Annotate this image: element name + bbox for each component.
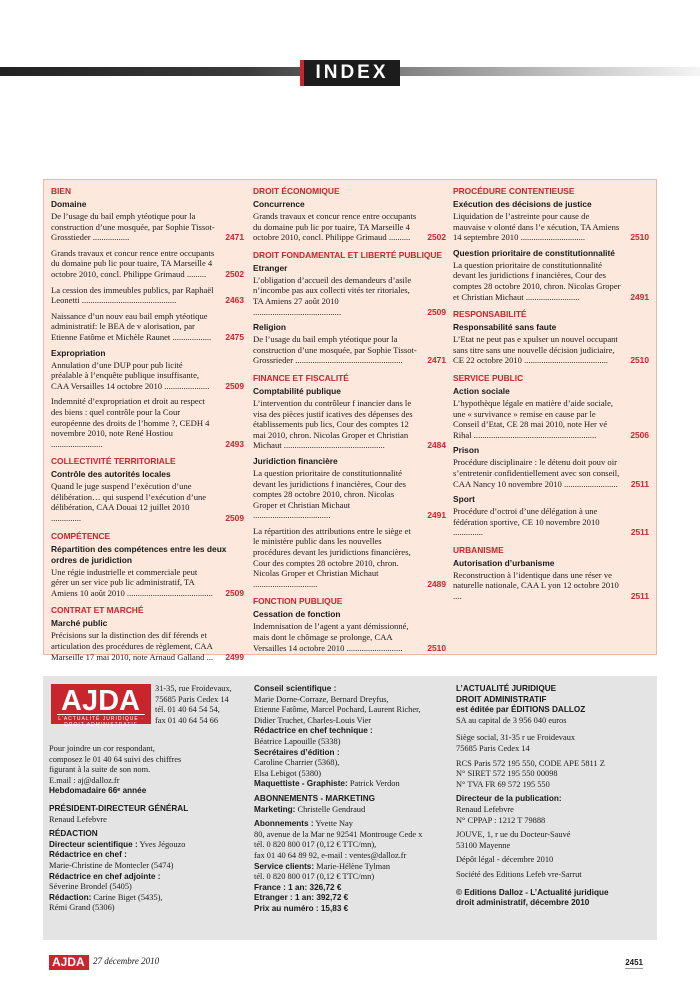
index-column-1 bbox=[51, 186, 244, 667]
publisher-legal: L’ACTUALITÉ JURIDIQUE DROIT ADMINISTRATIF est éditée par ÉDITIONS DALLOZ SA au capital de 3 956 040 euros Siège social, 31-35 r ue Froidevaux 75685 Paris Cedex 14 RCS Paris 572 195 550, CODE APE 5811 Z N° SIRET 572 195 550 00098 N° TVA FR 69 572 195 550 Directeur de la publication: Renaud Lefebvre N° CPPAP : 1212 T 79888 JOUVE, 1, r ue du Docteur-Sauvé 53100 Mayenne Dépôt légal - décembre 2010 Société des Editions Lefeb vre-Sarrut © Editions Dalloz - L’Actualité juridique droit administratif, décembre 2010 bbox=[456, 684, 609, 908]
page-ref[interactable]: 2509 bbox=[225, 587, 244, 598]
index-entry: Reconstruction à l’identique dans une réser ve naturelle nationale, CAA L yon 12 octobre 2010 .... 2511 bbox=[453, 569, 649, 602]
page-ref[interactable]: 2509 bbox=[427, 306, 446, 317]
page-number: 2451 bbox=[625, 958, 643, 967]
section-heading: DROIT ÉCONOMIQUE bbox=[253, 186, 340, 196]
section-heading: COMPÉTENCE bbox=[51, 530, 111, 541]
subsection-heading: Exécution des décisions de justice bbox=[453, 199, 592, 209]
subsection-heading: Autorisation d’urbanisme bbox=[453, 557, 555, 568]
section-heading: SERVICE PUBLIC bbox=[453, 372, 524, 383]
scientific-council: Conseil scientifique : Marie Dorne-Corraze, Bernard Dreyfus, Etienne Fatôme, Marcel Pochard, Laurent Richer, Didier Truchet, Charles-Louis Vier Rédactrice en chef technique : Béatrice Lapouille (5338) Secrétaires d’édition : Caroline Charrier (5368), Elsa Lebigot (5380) Maquettiste - Graphiste: Patrick Verdon ABONNEMENTS - MARKETING Marketing: Christelle Gendraud Abonnements : Yvette Nay 80, avenue de la Mar ne 92541 Montrouge Cede x tél. 0 820 800 017 (0,12 € TTC/mn), fax 01 40 64 89 92, e-mail : ventes@dalloz.fr Service clients: Marie-Hélène Tylman tél. 0 820 800 017 (0,12 € TTC/mn) France : 1 an: 326,72 € Etranger : 1 an: 392,72 € Prix au numéro : 15,83 € bbox=[254, 684, 423, 913]
section-heading: DROIT FONDAMENTAL ET LIBERTÉ PUBLIQUE bbox=[253, 249, 443, 260]
subsection-heading: Répartition des compétences entre les deux ordres de juridiction bbox=[51, 543, 227, 565]
index-panel bbox=[43, 179, 657, 662]
index-entry: L’intervention du contrôleur f inancier dans le visa des pièces justif icatives des dépenses des établissements pub lics, Cour des comptes 12 mai 2010, chron. Nicolas Groper et Christian Michaut ............................................... 2484 bbox=[253, 397, 446, 451]
subsection-heading: Contrôle des autorités locales bbox=[51, 469, 171, 480]
index-entry: Procédure d’octroi d’une délégation à une fédération sportive, CE 10 novembre 2010 .............. 2511 bbox=[453, 506, 649, 538]
subsection-heading: Prison bbox=[453, 445, 480, 456]
index-column-2 bbox=[253, 186, 446, 658]
index-entry: Indemnité d’expropriation et droit au respect des biens : quel contrôle pour la Cour européenne des droits de l’homme ?, CEDH 4 novembre 2010, note René Hostiou ........................ 2493 bbox=[51, 396, 244, 449]
index-column-3 bbox=[453, 186, 649, 607]
index-entry: De l’usage du bail emph ytéotique pour la construction d’une mosquée, par Sophie Tissot-Grosstieder ................. 2471 bbox=[51, 211, 244, 243]
page-footer bbox=[43, 950, 657, 974]
page-ref[interactable]: 2510 bbox=[630, 355, 649, 366]
page-ref[interactable]: 2471 bbox=[225, 232, 244, 243]
index-entry: Précisions sur la distinction des dif férends et articulation des procédures de règlement, CAA Marseille 17 mai 2010, note Arnaud Galland ... 2499 bbox=[51, 630, 244, 662]
page-ref[interactable]: 2511 bbox=[630, 478, 649, 489]
index-entry: La cession des immeubles publics, par Raphaël Leonetti ............................................ 2463 bbox=[51, 284, 244, 306]
index-entry: L’hypothèque légale en matière d’aide sociale, une « survivance » remise en cause par le Conseil d’Etat, CE 28 mai 2010, note Her vé Rihal ......................................................... 2506 bbox=[453, 397, 649, 440]
index-entry: Procédure disciplinaire : le détenu doit pouv oir s’entretenir confidentiellement avec son conseil, CAA Nancy 10 novembre 2010 ......................... 2511 bbox=[453, 457, 649, 489]
editorial-staff: PRÉSIDENT-DIRECTEUR GÉNÉRAL Renaud Lefebvre RÉDACTION Directeur scientifique : Yves Jégouzo Rédactrice en chef : Marie-Christine de Montecler (5474) Rédactrice en chef adjointe : Séverine Brondel (5405) Rédaction: Carine Biget (5435), Rémi Grand (5306) bbox=[49, 804, 189, 913]
index-entry: La question prioritaire de constitutionnalité devant les juridictions f inancières, Cour des comptes 28 octobre 2010, chron. Nicolas Groper et Christian Michaut ......................... 2491 bbox=[453, 259, 649, 302]
section-heading: URBANISME bbox=[453, 544, 504, 555]
page-ref[interactable]: 2509 bbox=[225, 513, 244, 524]
index-entry: L’Etat ne peut pas e xpulser un nouvel occupant sans titre sans une nouvelle décision judiciaire, CE 22 octobre 2010 ....................................... 2510 bbox=[453, 334, 649, 366]
page-ref[interactable]: 2511 bbox=[630, 527, 649, 538]
publisher-address: 31-35, rue Froidevaux, 75685 Paris Cedex 14 tél. 01 40 64 54 54, fax 01 40 64 54 66 bbox=[155, 684, 232, 725]
index-title-box bbox=[304, 60, 400, 86]
subsection-heading: Domaine bbox=[51, 199, 87, 209]
page-ref[interactable]: 2484 bbox=[427, 440, 446, 451]
section-heading: RESPONSABILITÉ bbox=[453, 309, 527, 320]
section-heading: FINANCE ET FISCALITÉ bbox=[253, 372, 349, 383]
index-entry: Liquidation de l’astreinte pour cause de mauvaise v olonté dans l’e xécution, TA Amiens 14 septembre 2010 .............................. 2510 bbox=[453, 211, 649, 243]
page-ref[interactable]: 2475 bbox=[225, 331, 244, 342]
page-ref[interactable]: 2506 bbox=[630, 429, 649, 440]
subsection-heading: Juridiction financière bbox=[253, 455, 338, 466]
index-entry: Grands travaux et concur rence entre occupants du domaine pub lic pour tuaire, TA Marseille 4 octobre 2010, concl. Philippe Grimaud ......... 2502 bbox=[51, 247, 244, 279]
index-entry: Naissance d’un nouv eau bail emph ytéotique administratif: le BEA de v alorisation, par Etienne Fatôme et Michèle Raunet .................. 2475 bbox=[51, 310, 244, 342]
page-title: INDEX bbox=[315, 62, 389, 83]
section-heading: BIEN bbox=[51, 186, 72, 196]
subsection-heading: Question prioritaire de constitutionnalité bbox=[453, 247, 615, 258]
page-ref[interactable]: 2491 bbox=[427, 510, 446, 521]
contact-info: Pour joindre un cor respondant, composez le 01 40 64 suivi des chiffres figurant à la suite de son nom. E.mail : aj@dalloz.fr Hebdomadaire 66ᵉ année bbox=[49, 744, 249, 797]
ajda-logo: AJDA L’ACTUALITÉ JURIDIQUE · DROIT ADMINISTRATIF bbox=[51, 684, 151, 724]
section-heading: CONTRAT ET MARCHÉ bbox=[51, 605, 144, 616]
subsection-heading: Expropriation bbox=[51, 347, 106, 358]
imprint-panel bbox=[43, 676, 657, 940]
email-link[interactable]: E.mail : aj@dalloz.fr bbox=[49, 775, 120, 785]
title-accent bbox=[300, 60, 304, 86]
index-entry: Quand le juge suspend l’exécution d’une délibération… qui suspend l’exécution d’une délibération, CAA Douai 12 juillet 2010 .............. 2509 bbox=[51, 481, 244, 524]
page-ref[interactable]: 2510 bbox=[630, 232, 649, 243]
section-heading: FONCTION PUBLIQUE bbox=[253, 596, 343, 607]
page-ref[interactable]: 2511 bbox=[630, 591, 649, 602]
page-ref[interactable]: 2489 bbox=[427, 578, 446, 589]
page-header bbox=[0, 0, 700, 110]
subsection-heading: Comptabilité publique bbox=[253, 385, 341, 396]
page-ref[interactable]: 2491 bbox=[630, 291, 649, 302]
page-ref[interactable]: 2509 bbox=[225, 380, 244, 391]
subsection-heading: Religion bbox=[253, 322, 287, 333]
index-entry: Grands travaux et concur rence entre occupants du domaine pub lic por tuaire, TA Marseille 4 octobre 2010, concl. Philippe Grimaud .......... 2502 bbox=[253, 211, 446, 243]
footer-logo: AJDA bbox=[49, 955, 89, 970]
index-entry: Indemnisation de l’agent a yant démissionné, mais dont le chômage se prolonge, CAA Versailles 14 octobre 2010 .......................... 2510 bbox=[253, 621, 446, 653]
section-heading: COLLECTIVITÉ TERRITORIALE bbox=[51, 456, 176, 467]
subsection-heading: Cessation de fonction bbox=[253, 609, 341, 620]
subsection-heading: Concurrence bbox=[253, 199, 305, 209]
page-ref[interactable]: 2502 bbox=[225, 268, 244, 279]
subsection-heading: Sport bbox=[453, 494, 475, 505]
subsection-heading: Etranger bbox=[253, 262, 288, 273]
page-ref[interactable]: 2463 bbox=[225, 295, 244, 306]
section-heading: PROCÉDURE CONTENTIEUSE bbox=[453, 186, 575, 196]
index-entry: De l’usage du bail emph ytéotique pour la construction d’une mosquée, par Sophie Tissot-Grossrieder .................................................. 2471 bbox=[253, 334, 446, 366]
index-entry: Annulation d’une DUP pour pub licité préalable à l’enquête publique insuffisante, CAA Versailles 14 octobre 2010 ..................... 2509 bbox=[51, 359, 244, 391]
page-ref[interactable]: 2499 bbox=[225, 651, 244, 662]
issue-date: 27 décembre 2010 bbox=[93, 956, 160, 966]
index-entry: Une régie industrielle et commerciale peut gérer un ser vice pub lic administratif, TA Amiens 10 août 2010 ........................................ 2509 bbox=[51, 566, 244, 598]
page-ref[interactable]: 2510 bbox=[427, 642, 446, 653]
page-ref[interactable]: 2502 bbox=[427, 232, 446, 243]
index-entry: La question prioritaire de constitutionnalité devant les juridictions f inancières, Cour des comptes 28 octobre 2010, chron. Nicolas Groper et Christian Michaut .................................... 2491 bbox=[253, 467, 446, 521]
page-ref[interactable]: 2493 bbox=[225, 438, 244, 449]
index-entry: La répartition des attributions entre le siège et le ministère public dans les nouvelles procédures devant les juridictions financières, Cour des comptes 28 octobre 2010, chron. Nicolas Groper et Christian Michaut .............................. 2489 bbox=[253, 525, 446, 589]
subsection-heading: Responsabilité sans faute bbox=[453, 322, 557, 333]
page-ref[interactable]: 2471 bbox=[427, 355, 446, 366]
subsection-heading: Marché public bbox=[51, 618, 108, 629]
index-entry: L’obligation d’accueil des demandeurs d’asile n’incombe pas aux collecti vités ter ritoriales, TA Amiens 27 août 2010 ......................................... 2509 bbox=[253, 274, 446, 317]
subsection-heading: Action sociale bbox=[453, 385, 510, 396]
